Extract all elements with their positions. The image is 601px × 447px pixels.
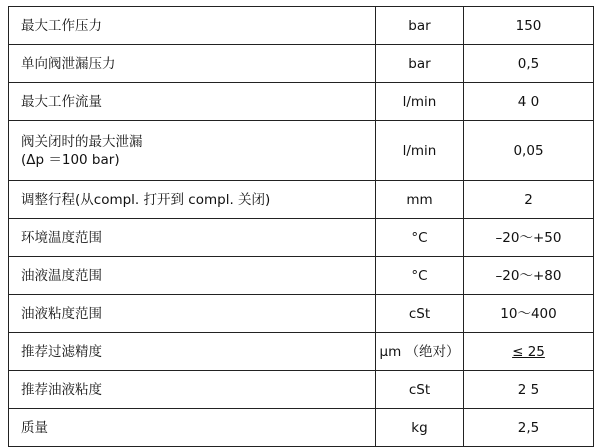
table-row <box>9 333 594 371</box>
table-row <box>9 121 594 181</box>
value-cell: 4 0 <box>464 83 594 121</box>
value-cell: –20～+80 <box>464 257 594 295</box>
table-row <box>9 257 594 295</box>
table-row <box>9 181 594 219</box>
value-cell: 2 <box>464 181 594 219</box>
value-cell: –20～+50 <box>464 219 594 257</box>
param-cell: 最大工作流量 <box>9 83 376 121</box>
table-row <box>9 45 594 83</box>
table-row <box>9 83 594 121</box>
table-row <box>9 295 594 333</box>
param-cell: 调整行程(从compl. 打开到 compl. 关闭) <box>9 181 376 219</box>
unit-cell: cSt <box>376 295 464 333</box>
unit-cell: mm <box>376 181 464 219</box>
param-cell: 推荐过滤精度 <box>9 333 376 371</box>
unit-cell: l/min <box>376 83 464 121</box>
unit-cell: cSt <box>376 371 464 409</box>
param-cell: 环境温度范围 <box>9 219 376 257</box>
value-cell: 0,05 <box>464 121 594 181</box>
table-row <box>9 219 594 257</box>
param-cell <box>9 121 376 181</box>
table-row <box>9 7 594 45</box>
spec-table <box>8 6 594 447</box>
param-cell: 推荐油液粘度 <box>9 371 376 409</box>
filter-value: ≤ 25 <box>512 343 545 360</box>
param-cell: 质量 <box>9 409 376 447</box>
table-row <box>9 409 594 447</box>
unit-cell: °C <box>376 219 464 257</box>
value-cell <box>464 333 594 371</box>
value-cell: 2 5 <box>464 371 594 409</box>
param-cell: 油液粘度范围 <box>9 295 376 333</box>
unit-cell: bar <box>376 7 464 45</box>
unit-cell: bar <box>376 45 464 83</box>
unit-cell: l/min <box>376 121 464 181</box>
param-cell: 最大工作压力 <box>9 7 376 45</box>
param-cell: 油液温度范围 <box>9 257 376 295</box>
unit-cell: °C <box>376 257 464 295</box>
value-cell: 2,5 <box>464 409 594 447</box>
param-line-1: 阀关闭时的最大泄漏 <box>21 133 143 150</box>
param-line-2: (Δp ＝100 bar) <box>21 151 120 168</box>
table-row <box>9 371 594 409</box>
unit-cell: kg <box>376 409 464 447</box>
value-cell: 10～400 <box>464 295 594 333</box>
param-cell: 单向阀泄漏压力 <box>9 45 376 83</box>
value-cell: 150 <box>464 7 594 45</box>
value-cell: 0,5 <box>464 45 594 83</box>
unit-cell: μm （绝对） <box>376 333 464 371</box>
